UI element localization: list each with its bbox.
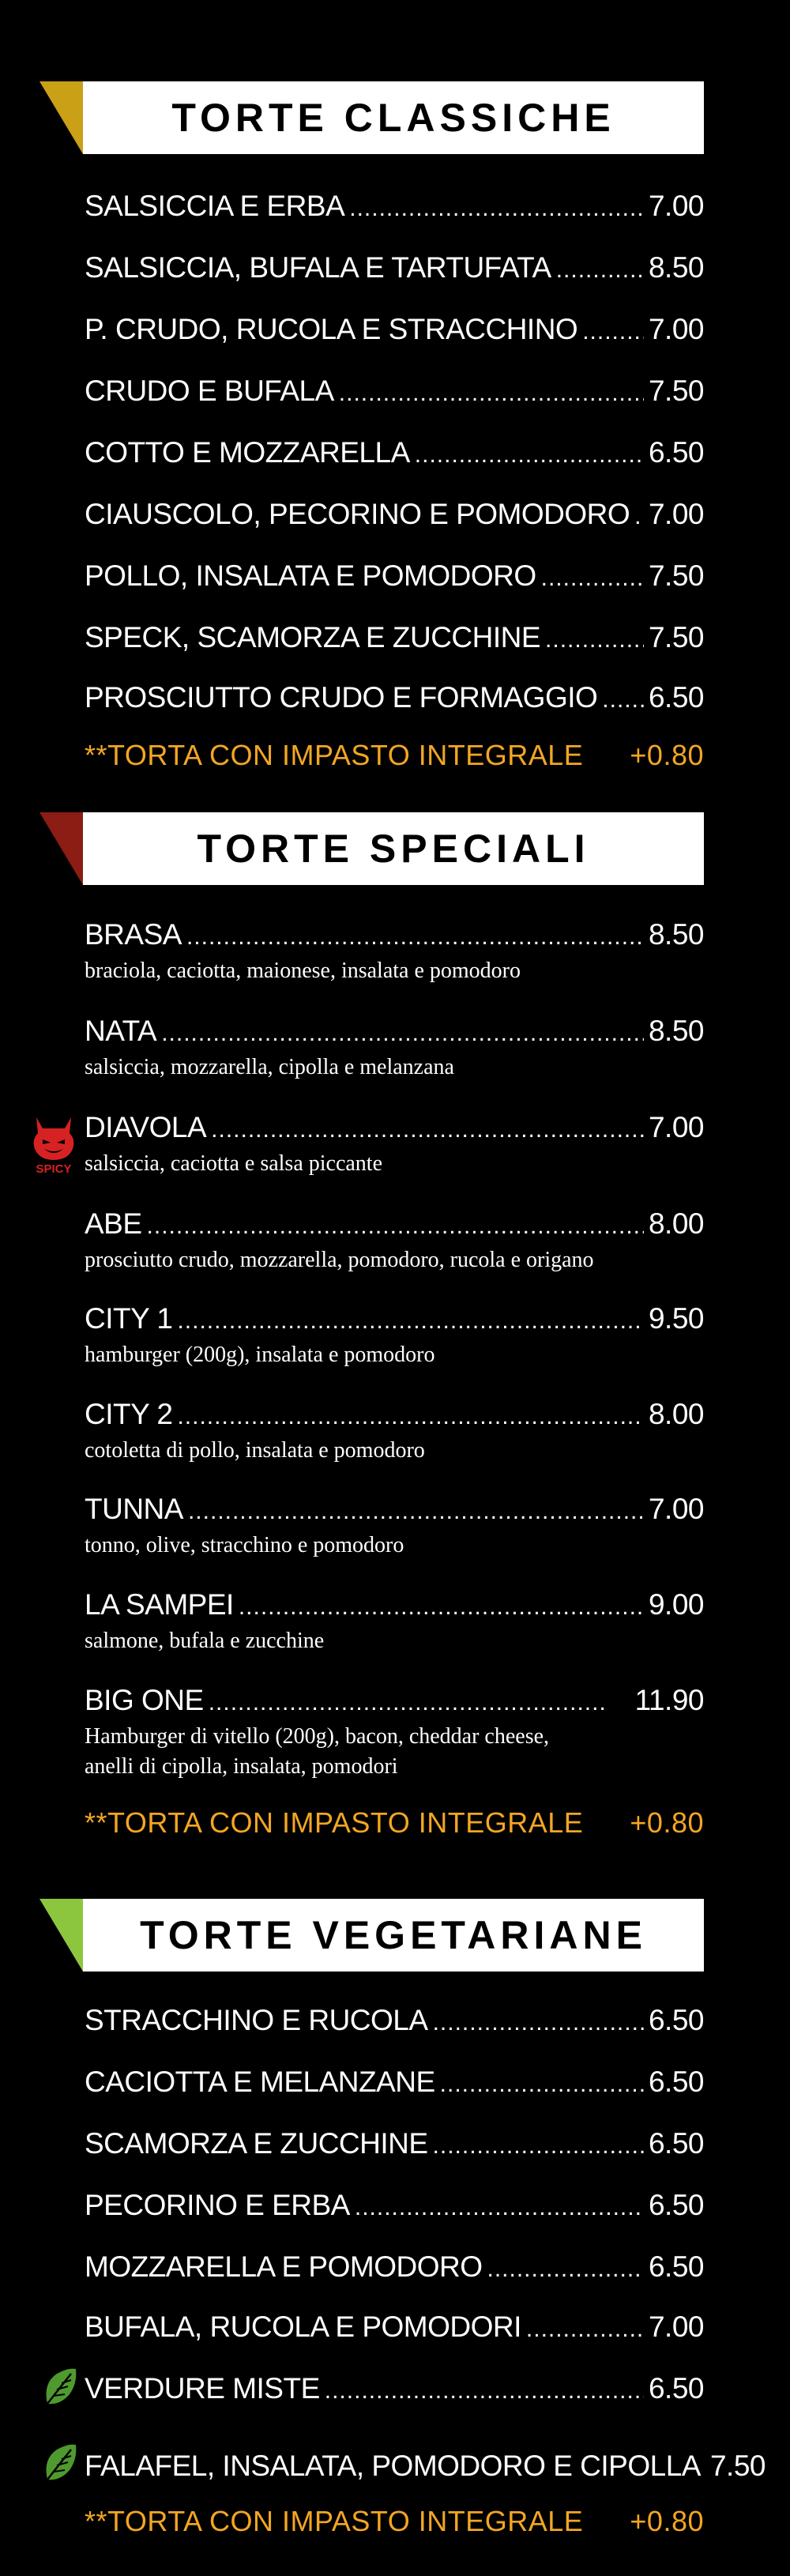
item-price: 6.50 (648, 2189, 704, 2221)
section-header (83, 81, 704, 154)
item-description: hamburger (200g), insalata e pomodoro (85, 1343, 435, 1367)
note-label: **TORTA CON IMPASTO INTEGRALE (85, 739, 584, 771)
integrale-note (85, 1806, 704, 1840)
item-price: 6.50 (648, 2004, 704, 2036)
item-name: COTTO E MOZZARELLA (85, 436, 410, 469)
note-label: **TORTA CON IMPASTO INTEGRALE (85, 1806, 584, 1839)
item-price: 7.00 (648, 313, 704, 345)
menu-item (85, 2372, 704, 2410)
item-name: SALSICCIA E ERBA (85, 190, 345, 222)
item-name: NATA (85, 1015, 157, 1047)
item-price: 6.50 (648, 2066, 704, 2098)
item-name: SALSICCIA, BUFALA E TARTUFATA (85, 251, 551, 284)
section-header (83, 1899, 704, 1972)
item-name: TUNNA (85, 1493, 183, 1525)
item-name: DIAVOLA (85, 1111, 207, 1143)
section-title: TORTE CLASSICHE (171, 96, 615, 140)
item-name: ABE (85, 1207, 142, 1240)
item-price: 8.00 (648, 1207, 704, 1240)
item-name: FALAFEL, INSALATA, POMODORO E CIPOLLA (85, 2450, 701, 2482)
item-name: POLLO, INSALATA E POMODORO (85, 559, 536, 592)
menu-item (85, 2250, 704, 2288)
item-name: MOZZARELLA E POMODORO (85, 2250, 483, 2283)
menu-item (85, 1493, 704, 1561)
item-name: CIAUSCOLO, PECORINO E POMODORO (85, 498, 630, 530)
item-name: BUFALA, RUCOLA E POMODORI (85, 2310, 521, 2343)
menu-item (85, 559, 704, 597)
item-price: 7.50 (709, 2450, 766, 2482)
item-name: PECORINO E ERBA (85, 2189, 350, 2221)
section-title: TORTE SPECIALI (197, 827, 590, 871)
item-description: salmone, bufala e zucchine (85, 1629, 325, 1653)
spicy-devil-icon (28, 1113, 79, 1176)
note-price: +0.80 (630, 739, 704, 771)
item-price: 6.50 (648, 436, 704, 469)
item-price: 8.00 (648, 1398, 704, 1430)
item-name: CACIOTTA E MELANZANE (85, 2066, 435, 2098)
menu-item (85, 375, 704, 412)
item-price: 9.50 (648, 1302, 704, 1335)
item-price: 7.50 (648, 559, 704, 592)
item-price: 8.50 (648, 918, 704, 951)
leaf-icon (41, 2443, 77, 2483)
item-price: 7.00 (648, 1111, 704, 1143)
menu-item (85, 2066, 704, 2103)
item-price: 7.50 (648, 621, 704, 653)
item-name: PROSCIUTTO CRUDO E FORMAGGIO (85, 681, 598, 714)
menu-item (85, 1302, 704, 1370)
item-name: P. CRUDO, RUCOLA E STRACCHINO (85, 313, 578, 345)
item-name: CITY 2 (85, 1398, 173, 1430)
item-price: 8.50 (648, 251, 704, 284)
menu-item (85, 1111, 704, 1179)
menu-item (85, 1015, 704, 1083)
menu-item (85, 2127, 704, 2165)
item-price: 6.50 (648, 681, 704, 714)
menu-item (85, 498, 704, 536)
item-description-line2: anelli di cipolla, insalata, pomodori (85, 1754, 398, 1779)
menu-item (85, 190, 704, 228)
menu-item (85, 2004, 704, 2042)
vegetariane-flag-icon (40, 1899, 83, 1972)
item-name: CITY 1 (85, 1302, 173, 1335)
item-description: Hamburger di vitello (200g), bacon, cheddar cheese, (85, 1724, 550, 1749)
item-price: 7.00 (648, 190, 704, 222)
integrale-note (85, 2505, 704, 2538)
item-name: VERDURE MISTE (85, 2372, 320, 2405)
item-name: LA SAMPEI (85, 1588, 234, 1621)
note-label: **TORTA CON IMPASTO INTEGRALE (85, 2505, 584, 2537)
note-price: +0.80 (630, 1806, 704, 1839)
menu-item (85, 313, 704, 351)
menu-item (85, 1684, 704, 1782)
item-price: 9.00 (648, 1588, 704, 1621)
item-price: 7.50 (648, 375, 704, 407)
integrale-note (85, 739, 704, 772)
item-description: salsiccia, caciotta e salsa piccante (85, 1151, 383, 1176)
item-name: CRUDO E BUFALA (85, 375, 334, 407)
menu-item (85, 1398, 704, 1466)
section-header (83, 812, 704, 885)
section-title: TORTE VEGETARIANE (140, 1913, 647, 1957)
menu-item (85, 251, 704, 289)
classiche-flag-icon (40, 81, 83, 154)
spicy-label: SPICY (36, 1162, 72, 1176)
note-price: +0.80 (630, 2505, 704, 2537)
item-price: 6.50 (648, 2127, 704, 2160)
menu-item (85, 2450, 766, 2487)
menu-item (85, 2189, 704, 2227)
item-name: SCAMORZA E ZUCCHINE (85, 2127, 428, 2160)
item-price: 7.00 (648, 498, 704, 530)
menu-item (85, 918, 704, 986)
item-price: 6.50 (648, 2250, 704, 2283)
item-description: braciola, caciotta, maionese, insalata e pomodoro (85, 958, 521, 983)
menu-item (85, 1207, 704, 1275)
item-name: SPECK, SCAMORZA E ZUCCHINE (85, 621, 541, 653)
item-price: 6.50 (648, 2372, 704, 2405)
menu-item (85, 436, 704, 474)
leaf-icon (41, 2367, 77, 2407)
item-price: 7.00 (648, 1493, 704, 1525)
item-price: 8.50 (648, 1015, 704, 1047)
item-price: 11.90 (634, 1684, 704, 1716)
item-name: BRASA (85, 918, 182, 951)
menu-item (85, 2310, 704, 2348)
menu-item (85, 1588, 704, 1656)
item-description: salsiccia, mozzarella, cipolla e melanzana (85, 1055, 454, 1079)
menu-item (85, 681, 704, 719)
menu-item (85, 621, 704, 659)
item-description: prosciutto crudo, mozzarella, pomodoro, rucola e origano (85, 1248, 594, 1272)
item-name: BIG ONE (85, 1684, 204, 1716)
item-description: tonno, olive, stracchino e pomodoro (85, 1533, 404, 1557)
speciali-flag-icon (40, 812, 83, 885)
item-name: STRACCHINO E RUCOLA (85, 2004, 428, 2036)
item-description: cotoletta di pollo, insalata e pomodoro (85, 1438, 425, 1463)
item-price: 7.00 (648, 2310, 704, 2343)
